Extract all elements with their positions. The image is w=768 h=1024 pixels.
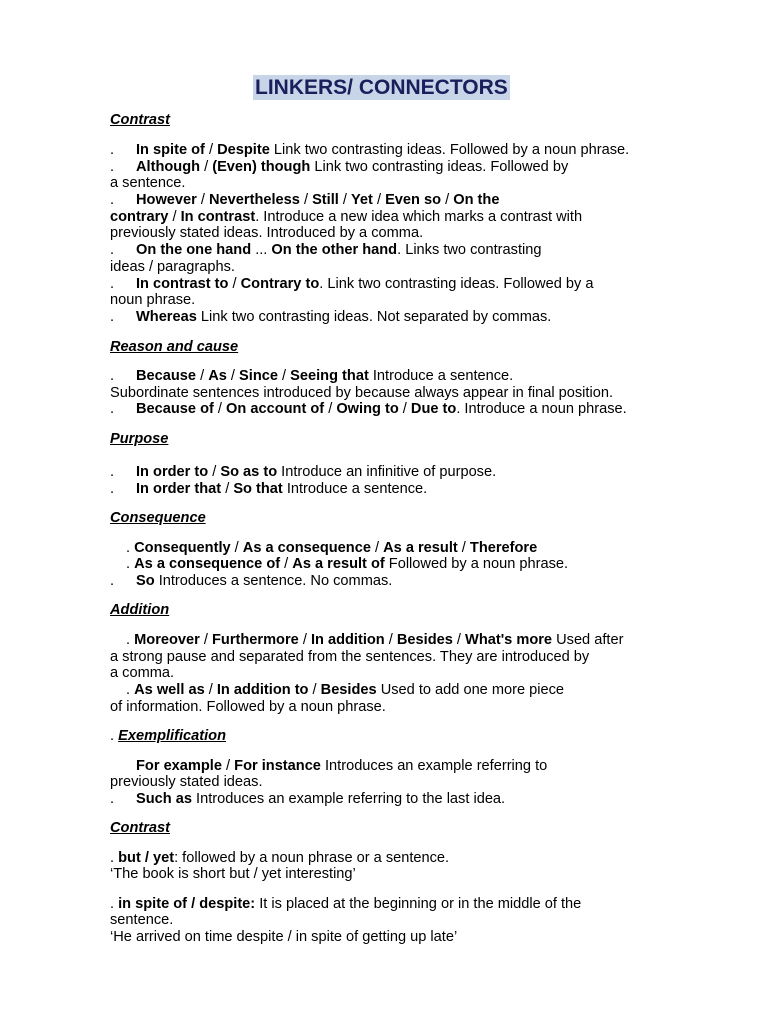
section-heading-purpose: Purpose — [110, 431, 169, 447]
text-line: a sentence. — [110, 175, 186, 191]
text-line: noun phrase. — [110, 292, 196, 308]
section-heading-contrast-2: Contrast — [110, 820, 170, 836]
section-heading-reason-and-cause: Reason and cause — [110, 339, 239, 355]
text-line: . Whereas Link two contrasting ideas. Not separated by commas. — [110, 309, 552, 325]
section-heading-exemplification: . Exemplification — [110, 728, 226, 744]
text-line: . However / Nevertheless / Still / Yet / Even so / On the — [110, 192, 500, 208]
text-line: . Such as Introduces an example referring to the last idea. — [110, 791, 506, 807]
text-line: . On the one hand ... On the other hand. Links two contrasting — [110, 242, 542, 258]
text-line: previously stated ideas. Introduced by a comma. — [110, 225, 424, 241]
text-line: . Because of / On account of / Owing to / Due to. Introduce a noun phrase. — [110, 401, 627, 417]
text-line: . In contrast to / Contrary to. Link two contrasting ideas. Followed by a — [110, 276, 594, 292]
text-line: Subordinate sentences introduced by because always appear in final position. — [110, 385, 613, 401]
text-line: previously stated ideas. — [110, 774, 263, 790]
text-line: contrary / In contrast. Introduce a new idea which marks a contrast with — [110, 209, 583, 225]
text-line: ideas / paragraphs. — [110, 259, 235, 275]
text-line: a strong pause and separated from the sentences. They are introduced by — [110, 649, 590, 665]
section-heading-addition: Addition — [110, 602, 170, 618]
text-line: . Consequently / As a consequence / As a result / Therefore — [126, 540, 538, 556]
text-line: For example / For instance Introduces an example referring to — [136, 758, 548, 774]
text-line: ‘He arrived on time despite / in spite of getting up late’ — [110, 929, 458, 945]
text-line: ‘The book is short but / yet interesting’ — [110, 866, 356, 882]
text-line: . Because / As / Since / Seeing that Introduce a sentence. — [110, 368, 514, 384]
text-line: . Moreover / Furthermore / In addition / Besides / What's more Used after — [126, 632, 624, 648]
text-line: . As well as / In addition to / Besides Used to add one more piece — [126, 682, 565, 698]
text-line: . In spite of / Despite Link two contrasting ideas. Followed by a noun phrase. — [110, 142, 630, 158]
page-title: LINKERS/ CONNECTORS — [255, 76, 508, 99]
text-line: . In order that / So that Introduce a sentence. — [110, 481, 428, 497]
text-line: of information. Followed by a noun phrase. — [110, 699, 386, 715]
text-line: . In order to / So as to Introduce an infinitive of purpose. — [110, 464, 497, 480]
text-line: . but / yet: followed by a noun phrase or a sentence. — [110, 850, 450, 866]
section-heading-contrast: Contrast — [110, 112, 170, 128]
text-line: sentence. — [110, 912, 174, 928]
text-line: a comma. — [110, 665, 175, 681]
text-line: . in spite of / despite: It is placed at the beginning or in the middle of the — [110, 896, 582, 912]
text-line: . So Introduces a sentence. No commas. — [110, 573, 393, 589]
section-heading-consequence: Consequence — [110, 510, 206, 526]
text-line: . Although / (Even) though Link two contrasting ideas. Followed by — [110, 159, 569, 175]
text-line: . As a consequence of / As a result of Followed by a noun phrase. — [126, 556, 569, 572]
